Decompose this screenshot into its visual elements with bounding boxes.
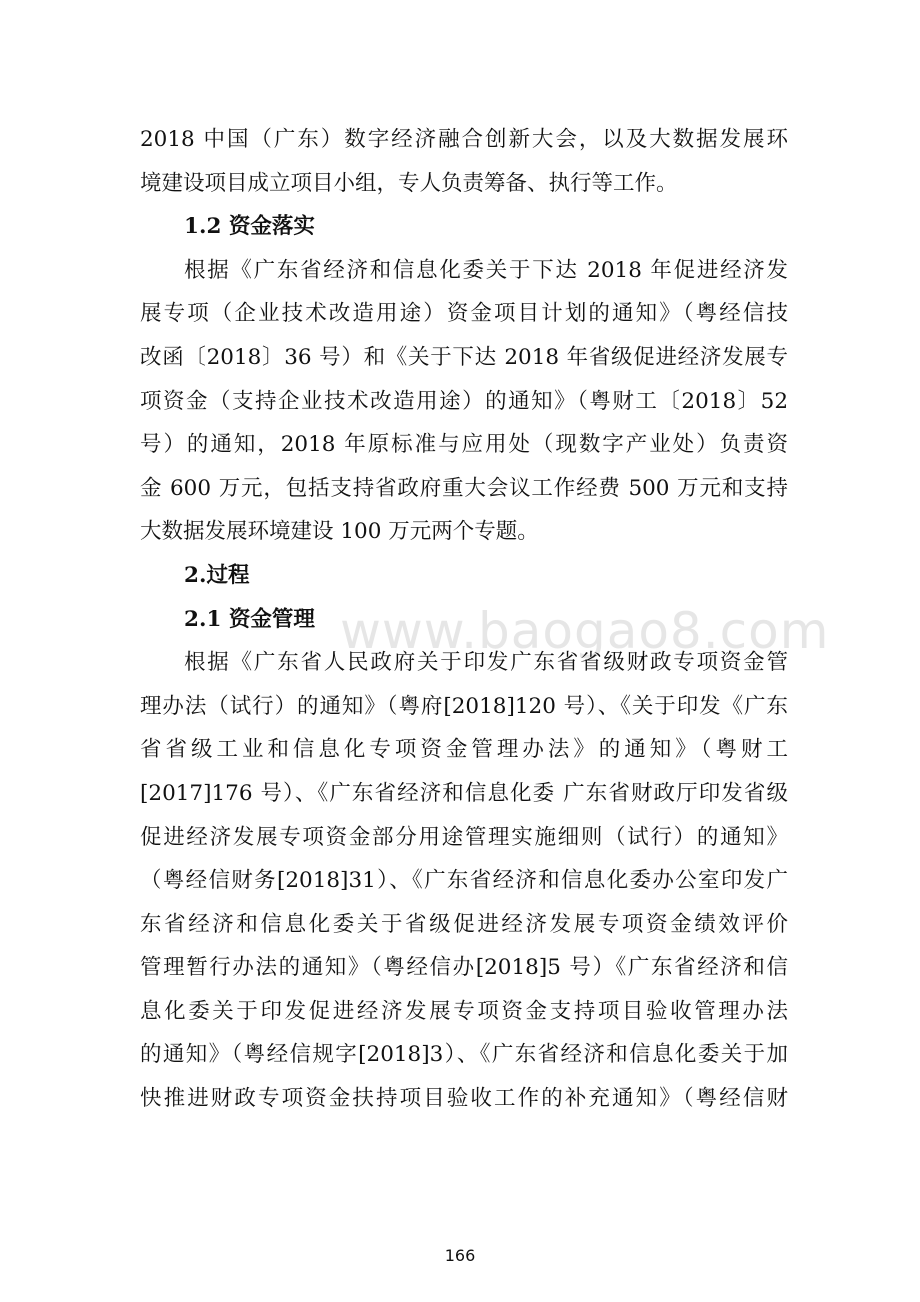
section-heading-2: 2.过程 [184,562,250,588]
watermark: www.baogao8.com [340,602,830,660]
text-line: 金 600 万元，包括支持省政府重大会议工作经费 500 万元和支持 [140,475,788,501]
text-line: 快推进财政专项资金扶持项目验收工作的补充通知》（粤经信财 [140,1086,788,1112]
text-line: 2018 中国（广东）数字经济融合创新大会，以及大数据发展环 [140,127,788,152]
text-line: 理办法（试行）的通知》（粤府[2018]120 号）、《关于印发《广东 [140,693,788,719]
text-line: 大数据发展环境建设 100 万元两个专题。 [140,519,539,545]
paragraph-intro-continued [140,118,788,205]
text-line: 根据《广东省人民政府关于印发广东省省级财政专项资金管 [184,650,788,676]
text-line: 项资金（支持企业技术改造用途）的通知》（粤财工〔2018〕52 [140,388,788,414]
text-line: 根据《广东省经济和信息化委关于下达 2018 年促进经济发 [184,257,788,283]
text-line: 境建设项目成立项目小组，专人负责筹备、执行等工作。 [140,170,678,196]
text-line: （粤经信财务[2018]31）、《广东省经济和信息化委办公室印发广 [140,868,788,894]
page-number: 166 [444,1246,476,1265]
document-body [140,118,788,1121]
section-heading-1-2: 1.2 资金落实 [184,214,315,240]
text-line: 展专项（企业技术改造用途）资金项目计划的通知》（粤经信技 [140,301,788,327]
text-line: 省省级工业和信息化专项资金管理办法》的通知》（粤财工 [140,737,788,763]
text-line: 息化委关于印发促进经济发展专项资金支持项目验收管理办法 [140,998,788,1024]
text-line: 管理暂行办法的通知》（粤经信办[2018]5 号）《广东省经济和信 [140,955,788,981]
text-line: [2017]176 号）、《广东省经济和信息化委 广东省财政厅印发省级 [140,780,788,806]
text-line: 东省经济和信息化委关于省级促进经济发展专项资金绩效评价 [140,911,788,937]
text-line: 的通知》（粤经信规字[2018]3）、《广东省经济和信息化委关于加 [140,1042,788,1068]
paragraph-funding [140,249,788,554]
text-line: 促进经济发展专项资金部分用途管理实施细则（试行）的通知》 [140,824,788,850]
paragraph-fund-management [140,641,788,1121]
text-line: 号）的通知，2018 年原标准与应用处（现数字产业处）负责资 [140,432,788,458]
text-line: 改函〔2018〕36 号）和《关于下达 2018 年省级促进经济发展专 [140,344,788,370]
section-heading-2-1: 2.1 资金管理 [184,606,315,632]
